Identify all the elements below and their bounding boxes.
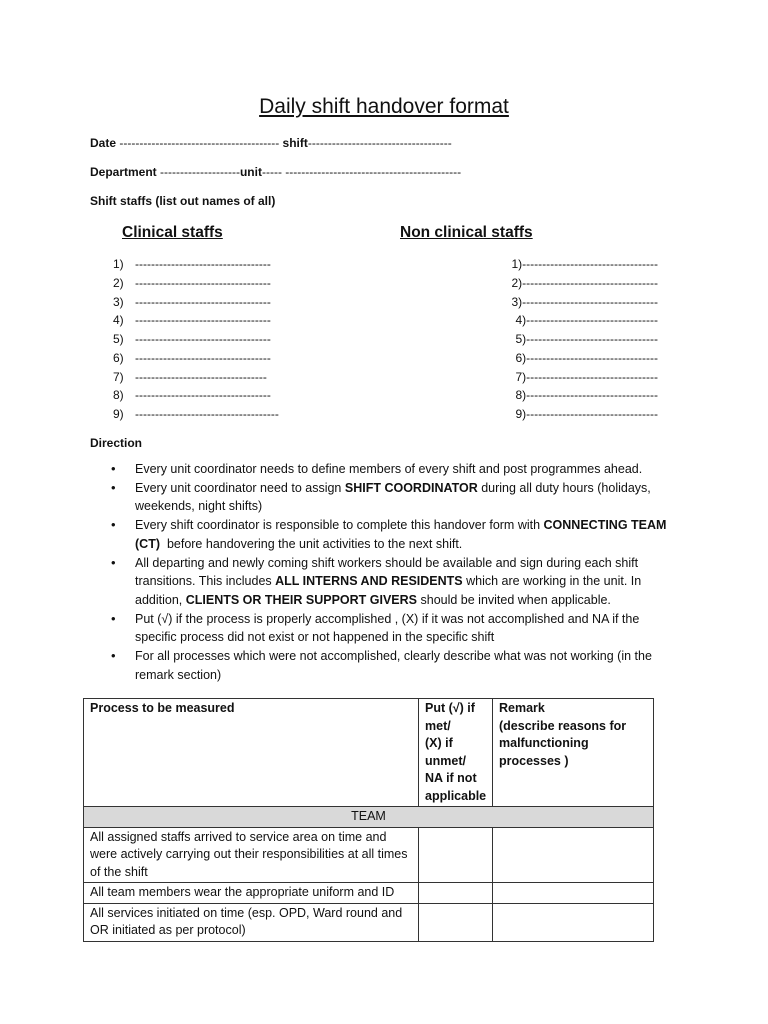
direction-item: • Every unit coordinator needs to define members of every shift and post programmes ahead.: [90, 460, 680, 479]
clinical-staffs-heading: Clinical staffs: [122, 224, 223, 241]
process-cell: All services initiated on time (esp. OPD, Ward round and OR initiated as per protocol): [84, 903, 419, 941]
name-blank[interactable]: ----------------------------------: [135, 350, 271, 365]
department-blank[interactable]: --------------------: [160, 165, 240, 179]
list-item[interactable]: 2)----------------------------------: [511, 275, 658, 290]
status-cell[interactable]: [419, 883, 493, 904]
list-item: 7) ---------------------------------: [113, 369, 267, 384]
nonclinical-staffs-heading: Non clinical staffs: [400, 224, 533, 241]
list-item: 8) ----------------------------------: [113, 388, 271, 403]
name-blank[interactable]: ------------------------------------: [135, 407, 279, 421]
directions-list: [90, 460, 680, 684]
remark-cell[interactable]: [493, 903, 654, 941]
name-blank[interactable]: ---------------------------------: [135, 369, 267, 384]
table-row: [84, 883, 654, 904]
department-label: Department: [90, 165, 157, 179]
list-item: 6) ----------------------------------: [113, 350, 271, 365]
col-header-status: Put (√) if met/ (X) if unmet/ NA if not applicable: [419, 699, 493, 807]
list-item[interactable]: 1)----------------------------------: [511, 257, 658, 271]
list-item[interactable]: 9)---------------------------------: [515, 407, 658, 421]
direction-item: • For all processes which were not accomplished, clearly describe what was not working (in the remark section): [90, 647, 680, 684]
clinical-staff-list: [113, 255, 279, 424]
direction-heading: Direction: [90, 436, 143, 450]
name-blank[interactable]: ----------------------------------: [135, 313, 271, 328]
list-item[interactable]: 5)---------------------------------: [515, 332, 658, 346]
list-item[interactable]: 4)---------------------------------: [515, 313, 658, 328]
date-label: Date: [90, 136, 117, 150]
remark-cell[interactable]: [493, 883, 654, 904]
name-blank[interactable]: ----------------------------------: [135, 388, 271, 403]
col-header-process: Process to be measured: [84, 699, 419, 807]
list-item[interactable]: 7)---------------------------------: [515, 369, 658, 384]
date-blank[interactable]: ----------------------------------------: [119, 136, 280, 150]
page-title: Daily shift handover format: [259, 95, 509, 118]
name-blank[interactable]: ----------------------------------: [135, 275, 271, 290]
list-item: 2) ----------------------------------: [113, 275, 271, 290]
date-shift-line: [90, 136, 452, 150]
handover-table: [83, 698, 654, 942]
table-row: [84, 827, 654, 883]
process-cell: All team members wear the appropriate uniform and ID: [84, 883, 419, 904]
status-cell[interactable]: [419, 827, 493, 883]
department-unit-line: [90, 165, 461, 179]
table-row: [84, 903, 654, 941]
name-blank[interactable]: ----------------------------------: [135, 257, 271, 271]
section-team: TEAM: [84, 807, 654, 828]
list-item[interactable]: 8)---------------------------------: [515, 388, 658, 403]
shift-label: shift: [282, 136, 308, 150]
list-item: 5) ----------------------------------: [113, 332, 271, 346]
list-item: 4) ----------------------------------: [113, 313, 271, 328]
remark-cell[interactable]: [493, 827, 654, 883]
section-row: [84, 807, 654, 828]
direction-item: • All departing and newly coming shift workers should be available and sign during each shift transitions. This includes ALL INTERNS AND RESIDENTS which are working in the unit. In addition, CLIENTS OR THEIR SUPPORT GIVERS should be invited when applicable.: [90, 554, 680, 610]
name-blank[interactable]: ----------------------------------: [135, 332, 271, 346]
unit-blank[interactable]: ----- --------------------------------------------: [261, 165, 462, 179]
process-cell: All assigned staffs arrived to service area on time and were actively carrying out their responsibilities at all times of the shift: [84, 827, 419, 883]
list-item: 3) ----------------------------------: [113, 294, 271, 309]
col-header-remark: Remark (describe reasons for malfunctioning processes ): [493, 699, 654, 807]
direction-item: • Every shift coordinator is responsible to complete this handover form with CONNECTING TEAM (CT) before handovering the unit activities to the next shift.: [90, 516, 680, 553]
list-item[interactable]: 6)---------------------------------: [515, 350, 658, 365]
nonclinical-staff-list: [440, 255, 658, 424]
direction-item: • Every unit coordinator need to assign SHIFT COORDINATOR during all duty hours (holidays, weekends, night shifts): [90, 479, 680, 516]
shift-staffs-label: Shift staffs (list out names of all): [90, 194, 276, 208]
direction-item: • Put (√) if the process is properly accomplished , (X) if it was not accomplished and NA if the specific process did not exist or not happened in the specific shift: [90, 610, 680, 647]
table-header-row: [84, 699, 654, 807]
status-cell[interactable]: [419, 903, 493, 941]
list-item[interactable]: 3)----------------------------------: [511, 294, 658, 309]
list-item: 9) ------------------------------------: [113, 407, 279, 421]
name-blank[interactable]: ----------------------------------: [135, 294, 271, 309]
list-item: 1) ----------------------------------: [113, 257, 271, 271]
shift-blank[interactable]: ------------------------------------: [307, 136, 452, 150]
unit-label: unit: [239, 165, 262, 179]
